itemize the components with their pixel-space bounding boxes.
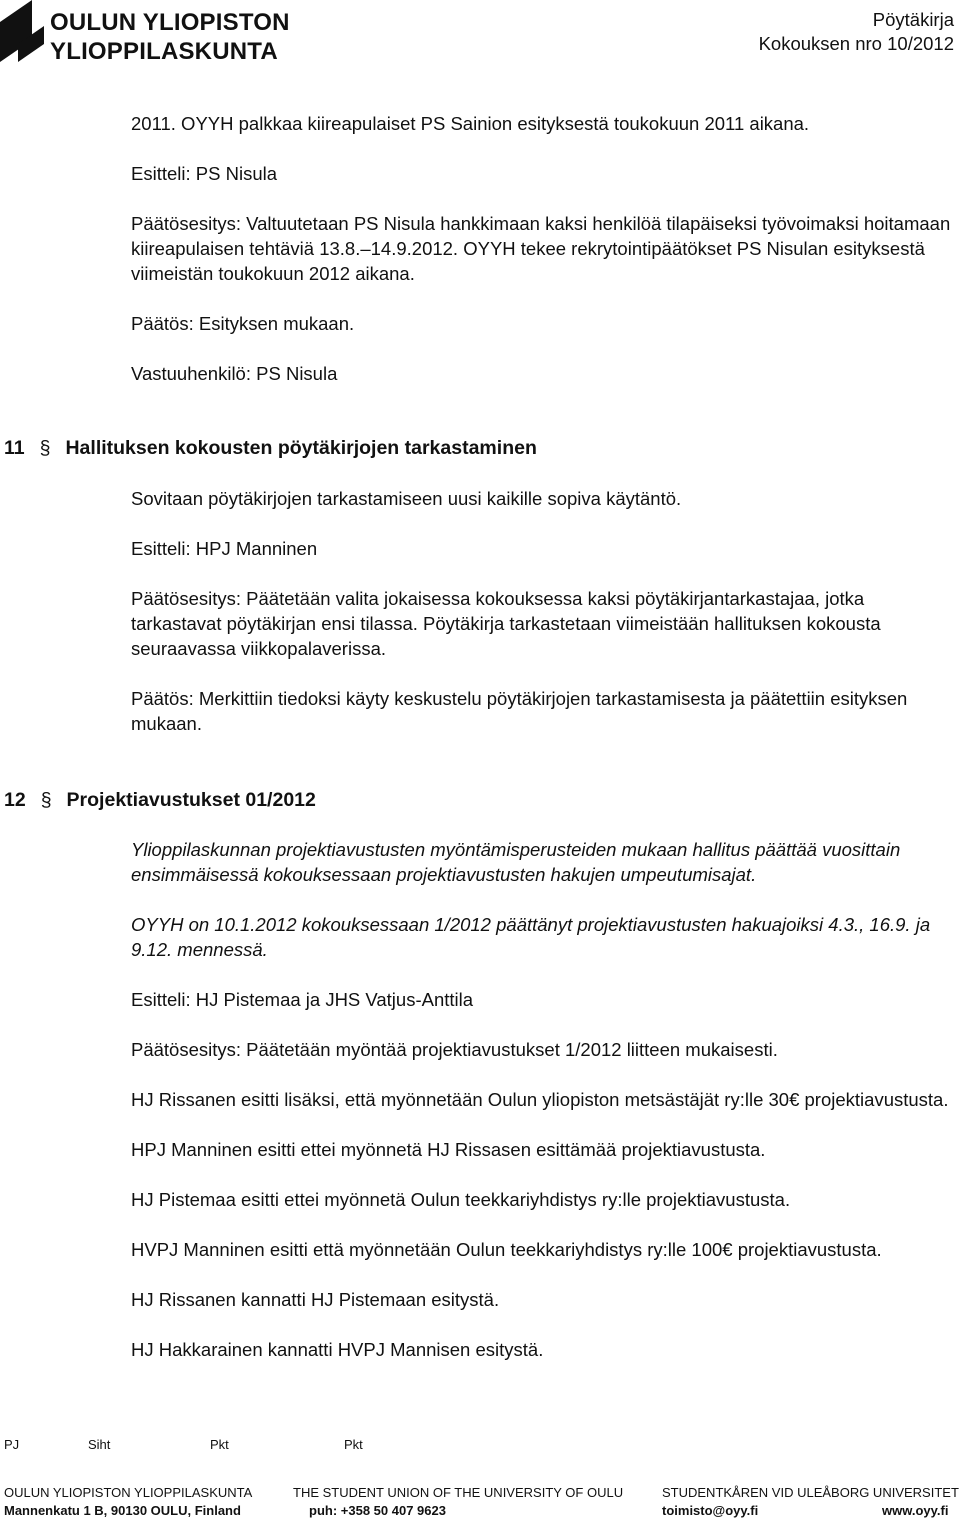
signature-initials-row [4,1437,404,1453]
presenter-label: Esitteli: [131,538,191,559]
presenter-label: Esitteli: [131,163,191,184]
section-number: 11 [4,437,25,459]
responsible-text: PS Nisula [251,363,338,384]
decision-label: Päätös: [131,313,194,334]
section-number: 12 [4,789,26,811]
previous-item-continuation [131,111,957,386]
section-symbol: § [39,437,51,459]
section-12-body [131,837,957,1362]
section-11-heading [4,436,537,461]
responsible-label: Vastuuhenkilö: [131,363,251,384]
decision-line [131,311,957,336]
paragraph: HJ Pistemaa esitti ettei myönnetä Oulun teekkariyhdistys ry:lle projektiavustusta. [131,1189,791,1210]
section-11-body [131,486,957,736]
footer-column-2 [293,1484,623,1520]
footer-column-3 [662,1484,959,1520]
footer-contact [662,1502,959,1520]
paragraph: Ylioppilaskunnan projektiavustusten myöntämisperusteiden mukaan hallitus päättää vuosittain ensimmäisessä kokouksessaan projektiavustusten hakujen umpeutumisajat. [131,839,901,885]
presenter-line [131,161,957,186]
proposal-line [131,586,957,661]
paragraph: OYYH on 10.1.2012 kokouksessaan 1/2012 päättänyt projektiavustusten hakuajoiksi 4.3., 16.9. ja 9.12. mennessä. [131,914,931,960]
decision-label: Päätös: [131,688,194,709]
decision-text: Esityksen mukaan. [193,313,355,334]
organization-logo [0,0,360,72]
footer-email-link[interactable]: toimisto@oyy.fi [662,1503,759,1518]
initials-pkt-2: Pkt [344,1437,363,1452]
decision-text: Merkittiin tiedoksi käyty keskustelu pöytäkirjojen tarkastamisesta ja päätettiin esityksen mukaan. [131,688,908,734]
proposal-text: Valtuutetaan PS Nisula hankkimaan kaksi henkilöä tilapäiseksi työvoimaksi hoitamaan kiireapulaisen tehtäviä 13.8.–14.9.2012. OYYH tekee rekrytointipäätökset PS Nisulan esityksestä viimeistän toukokuun 2012 aikana. [131,213,951,284]
paragraph: HJ Rissanen esitti lisäksi, että myönnetään Oulun yliopiston metsästäjät ry:lle 30€ projektiavustusta. [131,1089,949,1110]
logo-line-2: YLIOPPILASKUNTA [50,38,278,65]
presenter-text: HPJ Manninen [190,538,318,559]
proposal-text: Päätetään valita jokaisessa kokouksessa kaksi pöytäkirjantarkastajaa, jotka tarkastavat pöytäkirjan ensi tilassa. Pöytäkirja tarkastetaan viimeistään hallituksen kokousta seuraavassa viikkopalaverissa. [131,588,881,659]
footer-web-link[interactable]: www.oyy.fi [882,1503,949,1518]
proposal-label: Päätösesitys: [131,213,242,234]
paragraph: HVPJ Manninen esitti että myönnetään Oulun teekkariyhdistys ry:lle 100€ projektiavustusta. [131,1239,882,1260]
paragraph: HJ Rissanen kannatti HJ Pistemaan esitystä. [131,1289,500,1310]
paragraph: Sovitaan pöytäkirjojen tarkastamiseen uusi kaikille sopiva käytäntö. [131,488,682,509]
logo-mark-icon [0,0,44,62]
section-symbol: § [40,789,52,811]
footer-org-en: THE STUDENT UNION OF THE UNIVERSITY OF OULU [293,1485,624,1500]
presenter-line [131,536,957,561]
initials-pkt-1: Pkt [210,1437,229,1452]
document-type: Pöytäkirja [872,9,954,30]
presenter-text: PS Nisula [190,163,278,184]
footer-org-fi: OULUN YLIOPISTON YLIOPPILASKUNTA [4,1485,253,1500]
logo-line-1: OULUN YLIOPISTON [50,9,290,36]
section-title: Hallituksen kokousten pöytäkirjojen tarkastaminen [65,437,537,459]
document-meta [759,8,954,56]
footer-address: Mannenkatu 1 B, 90130 OULU, Finland [4,1503,241,1518]
proposal-line [131,211,957,286]
decision-line [131,686,957,736]
responsible-line [131,361,957,386]
paragraph: HPJ Manninen esitti ettei myönnetä HJ Rissasen esittämää projektiavustusta. [131,1139,766,1160]
paragraph: 2011. OYYH palkkaa kiireapulaiset PS Sainion esityksestä toukokuun 2011 aikana. [131,113,810,134]
paragraph: HJ Hakkarainen kannatti HVPJ Mannisen esitystä. [131,1339,544,1360]
proposal-label: Päätösesitys: [131,1039,242,1060]
page-header [0,0,960,80]
presenter-label: Esitteli: [131,989,191,1010]
footer-column-1 [4,1484,252,1520]
proposal-label: Päätösesitys: [131,588,242,609]
section-12-heading [4,788,316,813]
meeting-number: Kokouksen nro 10/2012 [758,33,954,54]
logo-wordmark [50,8,290,66]
footer-phone: puh: +358 50 407 9623 [309,1503,446,1518]
initials-pj: PJ [4,1437,20,1452]
section-title: Projektiavustukset 01/2012 [66,789,316,811]
presenter-text: HJ Pistemaa ja JHS Vatjus-Anttila [190,989,474,1010]
proposal-line [131,1037,957,1062]
footer-org-sv: STUDENTKÅREN VID ULEÅBORG UNIVERSITET [662,1485,959,1500]
presenter-line [131,987,957,1012]
proposal-text: Päätetään myöntää projektiavustukset 1/2012 liitteen mukaisesti. [241,1039,778,1060]
initials-siht: Siht [88,1437,111,1452]
